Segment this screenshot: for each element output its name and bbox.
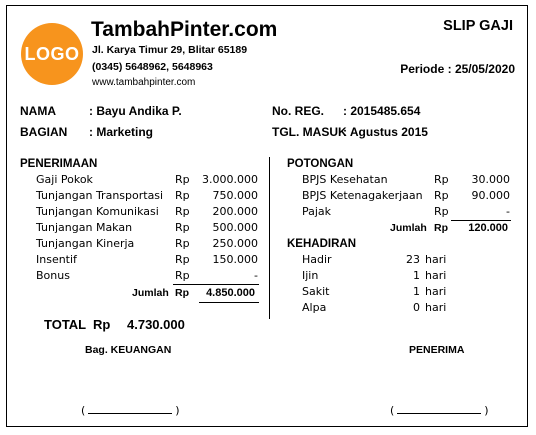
deductions-row — [302, 173, 510, 189]
earnings-row — [36, 205, 258, 221]
open-paren: ( — [81, 404, 86, 417]
earnings-label: Tunjangan Makan — [36, 221, 133, 234]
earnings-label: Gaji Pokok — [36, 173, 93, 186]
company-logo — [21, 23, 83, 85]
attendance-title: KEHADIRAN — [287, 238, 356, 250]
earnings-row — [36, 253, 258, 269]
earnings-currency: Rp — [175, 189, 190, 202]
employee-name-label: NAMA — [20, 104, 56, 118]
employee-name-value: : Bayu Andika P. — [89, 104, 182, 118]
attendance-unit: hari — [425, 301, 447, 314]
attendance-unit: hari — [425, 253, 447, 266]
attendance-label: Hadir — [302, 253, 332, 266]
attendance-row — [302, 301, 452, 317]
document-title: SLIP GAJI — [443, 18, 513, 34]
employee-dept-label: BAGIAN — [20, 125, 68, 139]
employee-dept-value: : Marketing — [89, 125, 154, 139]
earnings-label: Tunjangan Kinerja — [36, 237, 135, 250]
close-paren: ) — [175, 404, 180, 417]
attendance-row — [302, 269, 452, 285]
deductions-row — [302, 205, 510, 221]
employee-start-label: TGL. MASUK — [272, 125, 347, 139]
period-label: Periode : — [400, 62, 452, 76]
deductions-total-amount: 120.000 — [468, 222, 508, 234]
earnings-title: PENERIMAAN — [20, 158, 98, 170]
earnings-currency: Rp — [175, 253, 190, 266]
deductions-amount: - — [506, 205, 510, 218]
earnings-currency: Rp — [175, 221, 190, 234]
earnings-row — [36, 237, 258, 253]
net-total-label: TOTAL — [44, 317, 87, 332]
earnings-row — [36, 269, 258, 285]
deductions-label: BPJS Ketenagakerjaan — [302, 189, 423, 202]
earnings-amount: 150.000 — [212, 253, 258, 266]
earnings-total-label: Jumlah — [132, 287, 169, 299]
signature-recipient-line — [390, 404, 489, 417]
attendance-row — [302, 285, 452, 301]
logo-text: LOGO — [24, 43, 80, 64]
earnings-row — [36, 173, 258, 189]
deductions-sum-line — [451, 220, 511, 221]
deductions-amount: 30.000 — [471, 173, 510, 186]
signature-recipient-label: PENERIMA — [409, 344, 465, 356]
deductions-row — [302, 189, 510, 205]
deductions-amount: 90.000 — [471, 189, 510, 202]
earnings-amount: 3.000.000 — [202, 173, 258, 186]
deductions-currency: Rp — [434, 173, 449, 186]
company-address: Jl. Karya Timur 29, Blitar 65189 — [92, 44, 248, 56]
company-phone: (0345) 5648962, 5648963 — [92, 61, 213, 73]
earnings-currency: Rp — [175, 173, 190, 186]
signature-finance-label: Bag. KEUANGAN — [85, 344, 172, 356]
earnings-total-amount: 4.850.000 — [206, 287, 255, 299]
earnings-currency: Rp — [175, 269, 190, 282]
deductions-total-currency: Rp — [434, 222, 448, 234]
attendance-label: Sakit — [302, 285, 330, 298]
signature-blank — [88, 404, 172, 414]
attendance-count: 1 — [413, 269, 420, 282]
attendance-label: Ijin — [302, 269, 319, 282]
employee-start-value: : Agustus 2015 — [343, 125, 428, 139]
earnings-amount: 200.000 — [212, 205, 258, 218]
signature-blank — [397, 404, 481, 414]
earnings-currency: Rp — [175, 205, 190, 218]
net-total-amount: 4.730.000 — [127, 317, 185, 332]
employee-reg-label: No. REG. — [272, 104, 325, 118]
deductions-total-label: Jumlah — [390, 222, 427, 234]
attendance-row — [302, 253, 452, 269]
attendance-unit: hari — [425, 269, 447, 282]
attendance-unit: hari — [425, 285, 447, 298]
salary-slip — [6, 5, 528, 427]
employee-reg-value: : 2015485.654 — [343, 104, 421, 118]
column-divider — [269, 157, 270, 319]
attendance-count: 1 — [413, 285, 420, 298]
earnings-label: Bonus — [36, 269, 70, 282]
earnings-total-underline — [199, 302, 259, 303]
open-paren: ( — [390, 404, 395, 417]
earnings-row — [36, 221, 258, 237]
signature-finance-line — [81, 404, 180, 417]
net-total-currency: Rp — [93, 317, 111, 332]
deductions-currency: Rp — [434, 189, 449, 202]
company-name: TambahPinter.com — [91, 18, 278, 41]
earnings-amount: 500.000 — [212, 221, 258, 234]
deductions-label: BPJS Kesehatan — [302, 173, 388, 186]
earnings-label: Insentif — [36, 253, 77, 266]
earnings-label: Tunjangan Komunikasi — [36, 205, 159, 218]
earnings-total-currency: Rp — [175, 287, 189, 299]
earnings-amount: 250.000 — [212, 237, 258, 250]
earnings-row — [36, 189, 258, 205]
earnings-amount: - — [254, 269, 258, 282]
earnings-amount: 750.000 — [212, 189, 258, 202]
company-website: www.tambahpinter.com — [92, 77, 196, 88]
earnings-label: Tunjangan Transportasi — [36, 189, 164, 202]
earnings-currency: Rp — [175, 237, 190, 250]
earnings-sum-line — [173, 284, 259, 285]
deductions-label: Pajak — [302, 205, 332, 218]
attendance-label: Alpa — [302, 301, 327, 314]
period — [400, 62, 515, 76]
attendance-count: 0 — [413, 301, 420, 314]
deductions-title: POTONGAN — [287, 158, 354, 170]
deductions-currency: Rp — [434, 205, 449, 218]
close-paren: ) — [484, 404, 489, 417]
period-value: 25/05/2020 — [454, 62, 515, 76]
attendance-count: 23 — [406, 253, 420, 266]
